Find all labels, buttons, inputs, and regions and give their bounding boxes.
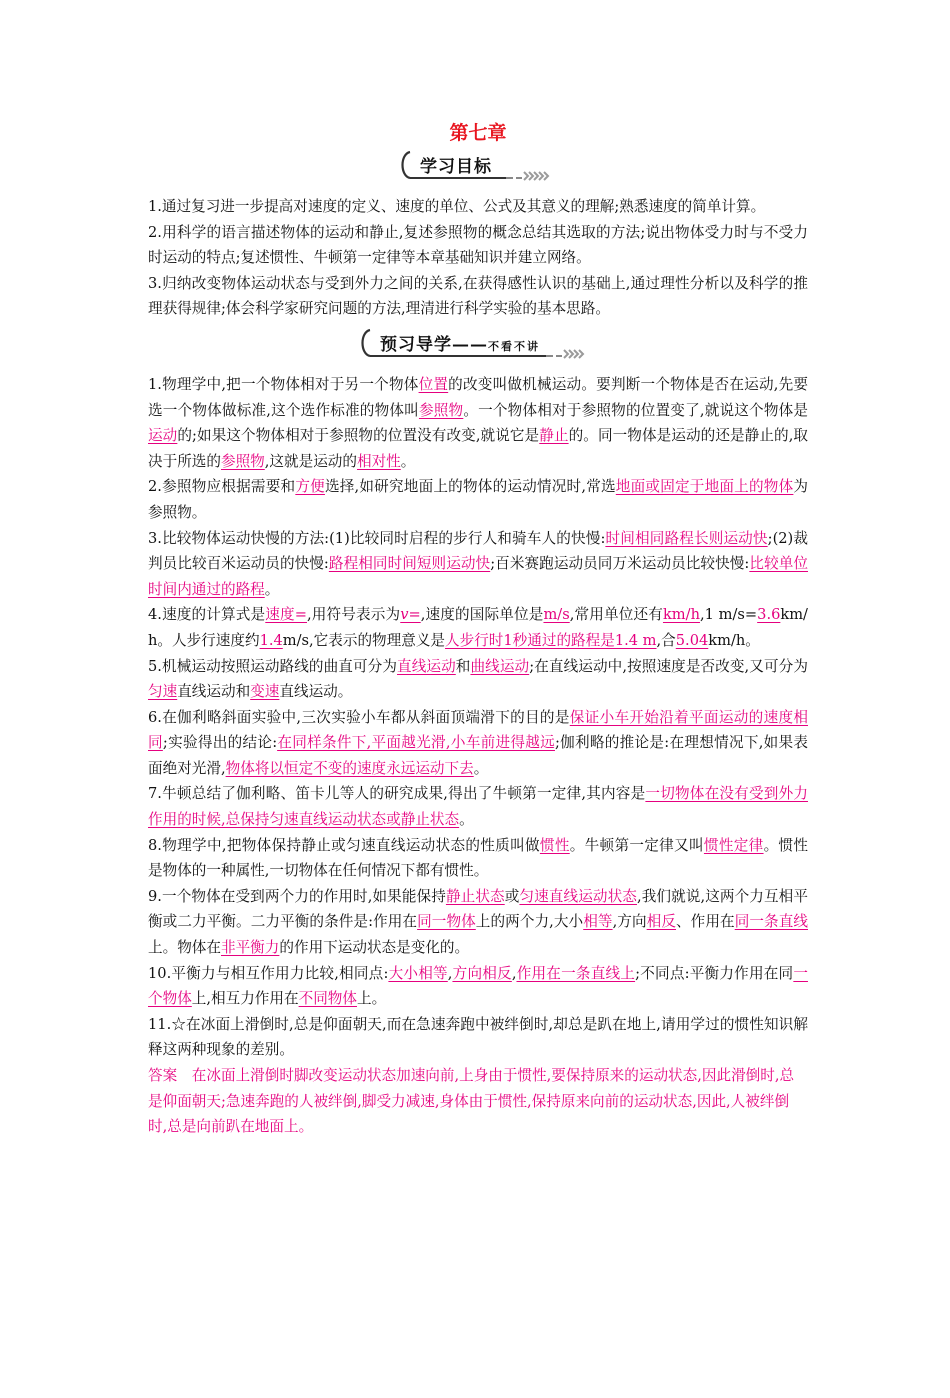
q5-answer-2: 曲线运动 — [470, 657, 530, 675]
q9-answer-4: 相等 — [583, 913, 613, 931]
q4-answer-6: 1.4 — [259, 631, 283, 649]
q9-text: ,方向 — [612, 913, 647, 931]
section-banner-preview — [358, 326, 598, 360]
q2-text: 为参照物。 — [148, 478, 808, 521]
q5-answer-4: 变速 — [250, 683, 280, 701]
q1-answer-1: 位置 — [418, 375, 449, 393]
q1-text: 的;如果这个物体相对于参照物的位置没有改变,就说它是 — [177, 427, 540, 445]
banner-title-objectives: 学习目标 — [420, 157, 492, 177]
q4-answer-8: 5.04 — [675, 631, 709, 649]
q10-answer-2: 方向相反 — [452, 964, 512, 982]
q6-answer-1: 保证小车开始沿着平面运动的速度相同 — [148, 708, 808, 752]
objective-2: 2.用科学的语言描述物体的运动和静止,复述参照物的概念总结其选取的方法;说出物体受力时与不受力时运动的特点;复述惯性、牛顿第一定律等本章基础知识并建立网络。 — [148, 223, 808, 267]
q5-answer-1: 直线运动 — [397, 657, 456, 675]
q2-text: 2.参照物应根据需要和 — [148, 478, 296, 496]
q1-answer-6: 相对性 — [356, 452, 401, 470]
q1-text: 。一个物体相对于参照物的位置变了,就说这个物体是 — [463, 401, 808, 419]
q10-text: 上。 — [356, 990, 387, 1008]
q4-text: ,常用单位还有 — [569, 606, 663, 624]
q6-answer-2: 在同样条件下,平面越光滑,小车前进得越远 — [277, 734, 555, 752]
q4-text: ,1 m/s= — [699, 606, 758, 624]
q7-text: 。 — [459, 811, 474, 829]
q1-text: 1.物理学中,把一个物体相对于另一个物体 — [148, 375, 419, 393]
q5-text: 5.机械运动按照运动路线的曲直可分为 — [148, 657, 398, 675]
q6-text: ;伽利略的推论是:在理想情况下,如果表面绝对光滑, — [148, 734, 808, 777]
q3-answer-2: 路程相同时间短则运动快 — [328, 555, 491, 573]
banner-title-preview — [380, 330, 540, 355]
q5-text: ;在直线运动中,按照速度是否改变,又可分为 — [529, 657, 808, 675]
q5-text: 和 — [455, 657, 471, 675]
q1-answer-2: 参照物 — [418, 401, 464, 419]
q9-answer-6: 同一条直线 — [734, 913, 808, 931]
q4-answer-2: v= — [400, 606, 421, 624]
q8-answer-1: 惯性 — [539, 836, 570, 854]
q9-text: 上的两个力,大小 — [475, 913, 584, 931]
q5-text: 直线运动。 — [279, 683, 353, 701]
question-11: 11.☆在冰面上滑倒时,总是仰面朝天,而在急速奔跑中被绊倒时,却总是趴在地上,请用学过的惯性知识解释这两种现象的差别。 — [148, 1015, 808, 1059]
q9-answer-2: 匀速直线运动状态 — [519, 887, 637, 905]
q9-answer-1: 静止状态 — [445, 887, 505, 905]
q10-answer-5: 不同物体 — [298, 990, 357, 1008]
question-3 — [148, 526, 808, 603]
objective-1: 1.通过复习进一步提高对速度的定义、速度的单位、公式及其意义的理解;熟悉速度的简单计算。 — [148, 198, 766, 215]
q6-text: 6.在伽利略斜面实验中,三次实验小车都从斜面顶端滑下的目的是 — [148, 708, 570, 726]
q4-text: ,用符号表示为 — [307, 606, 401, 624]
chapter-title: 第七章 — [449, 122, 507, 144]
q4-answer-7: 人步行时1秒通过的路程是1.4 m — [445, 631, 657, 649]
q10-text: , — [447, 964, 453, 982]
q1-answer-5: 参照物 — [220, 452, 265, 470]
question-10 — [148, 961, 808, 1012]
q8-text: 8.物理学中,把物体保持静止或匀速直线运动状态的性质叫做 — [148, 836, 540, 854]
q1-answer-3: 运动 — [148, 427, 178, 445]
banner-preview-main: 预习导学 — [380, 334, 452, 355]
q7-text: 7.牛顿总结了伽利略、笛卡儿等人的研究成果,得出了牛顿第一定律,其内容是 — [148, 785, 646, 803]
q7-answer-1: 一切物体在没有受到外力作用的时候,总保持匀速直线运动状态或静止状态 — [148, 785, 808, 829]
objective-3: 3.归纳改变物体运动状态与受到外力之间的关系,在获得感性认识的基础上,通过理性分析以及科学的推理获得规律;体会科学家研究问题的方法,理清进行科学实验的基本思路。 — [148, 274, 808, 318]
q1-text: 的改变叫做机械运动。要判断一个物体是否在运动,先要选一个物体做标准,这个选作标准的物体叫 — [148, 375, 808, 419]
q10-text: , — [511, 964, 517, 982]
q4-text: km/h。 — [708, 631, 760, 649]
q1-answer-4: 静止 — [539, 427, 569, 445]
q9-text: 上。物体在 — [148, 939, 221, 957]
q3-text: 。 — [264, 580, 280, 598]
question-8 — [148, 833, 808, 884]
q9-text: 9.一个物体在受到两个力的作用时,如果能保持 — [148, 887, 446, 905]
section-banner-objectives — [398, 148, 558, 182]
q6-answer-3: 物体将以恒定不变的速度永远运动下去 — [225, 759, 474, 777]
q2-answer-1: 方便 — [295, 478, 325, 496]
q10-text: ;不同点:平衡力作用在同 — [635, 964, 794, 982]
q2-text: 选择,如研究地面上的物体的运动情况时,常选 — [324, 478, 616, 496]
question-1 — [148, 372, 808, 474]
q10-text: 上,相互力作用在 — [191, 990, 299, 1008]
q5-text: 直线运动和 — [177, 683, 251, 701]
q4-text: m/s,它表示的物理意义是 — [282, 631, 446, 649]
q4-answer-3: m/s — [543, 606, 570, 624]
q10-text: 10.平衡力与相互作用力比较,相同点: — [148, 964, 389, 982]
q4-answer-4: km/h — [662, 606, 700, 624]
q8-text: 。牛顿第一定律又叫 — [569, 836, 704, 854]
q4-text: 4.速度的计算式是 — [148, 606, 266, 624]
question-7 — [148, 781, 808, 832]
answer-explanation: 答案 在冰面上滑倒时脚改变运动状态加速向前,上身由于惯性,要保持原来的运动状态,因此滑倒时,总是仰面朝天;急速奔跑的人被绊倒,脚受力减速,身体由于惯性,保持原来向前的运动状态,因此,人被绊倒时,总是向前趴在地面上。 — [148, 1067, 795, 1136]
q9-answer-7: 非平衡力 — [220, 939, 280, 957]
question-4 — [148, 602, 808, 653]
q9-answer-5: 相反 — [646, 913, 676, 931]
q8-answer-2: 惯性定律 — [703, 836, 764, 854]
q8-text: 。惯性是物体的一种属性,一切物体在任何情况下都有惯性。 — [148, 836, 808, 880]
q5-answer-3: 匀速 — [148, 683, 178, 701]
banner-preview-sub: 不看不讲 — [488, 339, 540, 353]
banner-preview-dash: —— — [452, 334, 488, 355]
q10-answer-3: 作用在一条直线上 — [516, 964, 636, 982]
question-2 — [148, 474, 808, 525]
q2-answer-2: 地面或固定于地面上的物体 — [615, 478, 794, 496]
q4-answer-1: 速度= — [265, 606, 307, 624]
q3-text: ;(2)裁判员比较百米运动员的快慢: — [148, 529, 808, 573]
q4-answer-5: 3.6 — [757, 606, 781, 624]
question-9 — [148, 884, 808, 961]
q3-text: 3.比较物体运动快慢的方法:(1)比较同时启程的步行人和骑车人的快慢: — [148, 529, 606, 547]
question-6 — [148, 705, 808, 782]
q1-text: 的。同一物体是运动的还是静止的,取决于所选的 — [148, 427, 809, 470]
q9-text: 的作用下运动状态是变化的。 — [279, 939, 470, 957]
q3-answer-1: 时间相同路程长则运动快 — [605, 529, 768, 547]
q9-text: 或 — [504, 887, 520, 905]
q10-answer-1: 大小相等 — [388, 964, 448, 982]
document-page — [148, 120, 808, 1140]
q1-text: 。 — [400, 452, 416, 470]
q9-text: ,我们就说,这两个力互相平衡或二力平衡。二力平衡的条件是:作用在 — [148, 887, 808, 931]
q4-text: ,速度的国际单位是 — [420, 606, 544, 624]
q9-answer-3: 同一物体 — [417, 913, 476, 931]
q6-text: ;实验得出的结论: — [162, 734, 278, 752]
q4-text: ,合 — [656, 631, 676, 649]
q1-text: ,这就是运动的 — [264, 452, 357, 470]
q4-text: km/h。人步行速度约 — [148, 606, 808, 649]
q6-text: 。 — [473, 759, 489, 777]
q3-answer-3: 比较单位时间内通过的路程 — [148, 555, 808, 598]
question-5 — [148, 654, 808, 705]
q3-text: ;百米赛跑运动员同万米运动员比较快慢: — [490, 555, 750, 573]
q9-text: 、作用在 — [676, 913, 735, 931]
q10-answer-4: 一个物体 — [148, 964, 808, 1008]
